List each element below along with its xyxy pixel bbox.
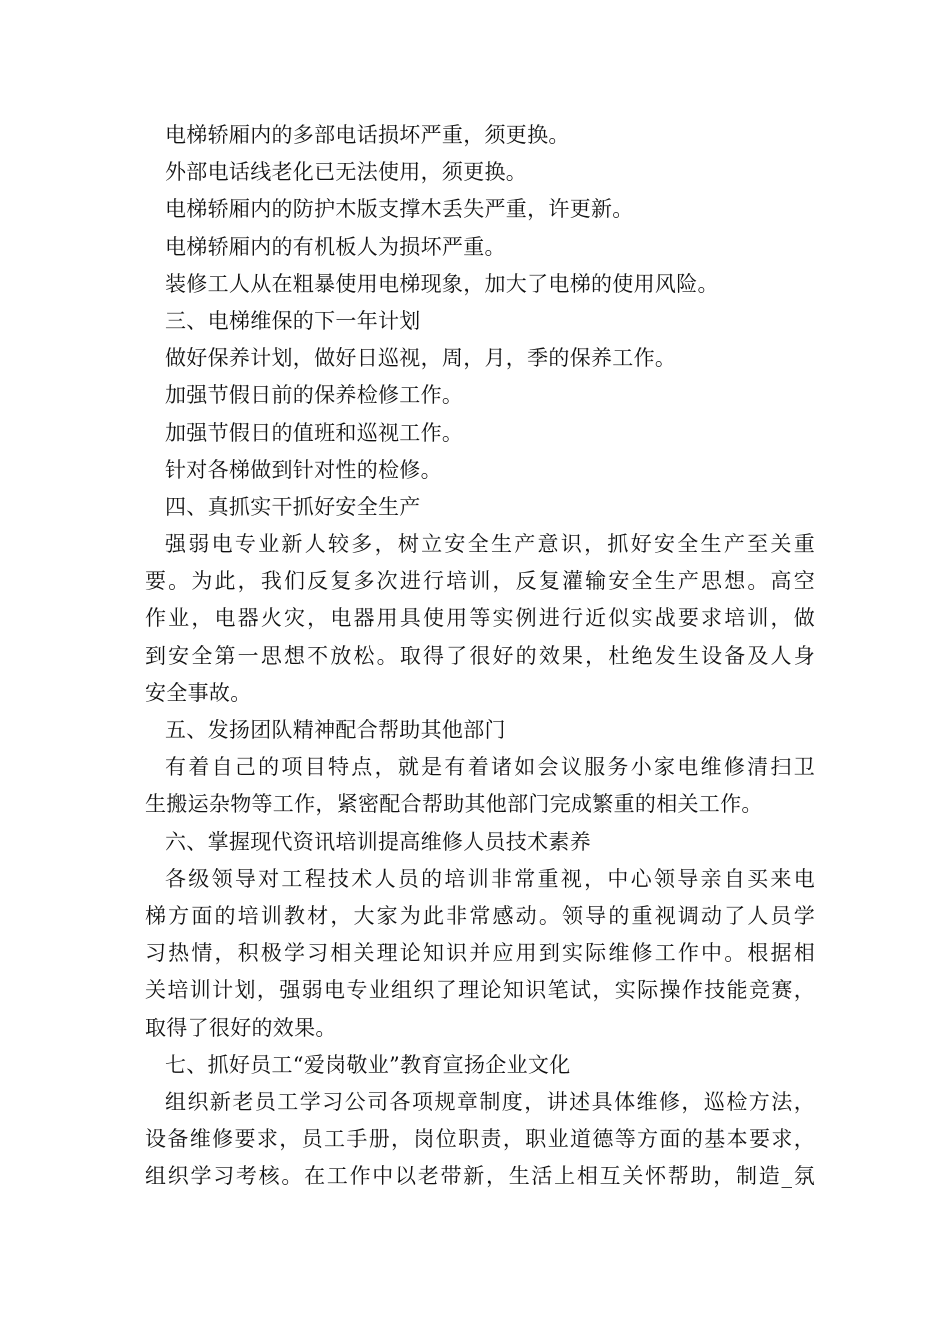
text-line: 加强节假日前的保养检修工作。 xyxy=(165,383,464,408)
text-line: 电梯轿厢内的多部电话损坏严重，须更换。 xyxy=(165,123,570,147)
text-line: 三、电梯维保的下一年计划 xyxy=(165,308,421,333)
text-line: 到安全第一思想不放松。取得了很好的效果，杜绝发生设备及人身 xyxy=(145,643,815,668)
text-line: 取得了很好的效果。 xyxy=(145,1015,337,1040)
text-line: 关培训计划，强弱电专业组织了理论知识笔试，实际操作技能竞赛， xyxy=(145,978,815,1003)
text-line: 外部电话线老化已无法使用，须更换。 xyxy=(165,160,528,185)
text-line: 梯方面的培训教材，大家为此非常感动。领导的重视调动了人员学 xyxy=(145,903,815,928)
text-line: 七、抓好员工“爱岗敬业”教育宣扬企业文化 xyxy=(165,1052,571,1077)
text-line: 装修工人从在粗暴使用电梯现象，加大了电梯的使用风险。 xyxy=(165,271,719,296)
text-line: 加强节假日的值班和巡视工作。 xyxy=(165,420,464,445)
text-line: 组织新老员工学习公司各项规章制度，讲述具体维修，巡检方法， xyxy=(165,1089,815,1114)
text-line: 各级领导对工程技术人员的培训非常重视，中心领导亲自买来电 xyxy=(165,866,815,891)
text-line: 电梯轿厢内的防护木版支撑木丢失严重，许更新。 xyxy=(165,197,634,222)
text-line: 五、发扬团队精神配合帮助其他部门 xyxy=(165,718,506,742)
text-line: 针对各梯做到针对性的检修。 xyxy=(165,457,442,482)
text-line: 有着自己的项目特点，就是有着诸如会议服务小家电维修清扫卫 xyxy=(165,755,815,780)
text-line: 强弱电专业新人较多，树立安全生产意识，抓好安全生产至关重 xyxy=(165,532,815,557)
text-line: 习热情，积极学习相关理论知识并应用到实际维修工作中。根据相 xyxy=(145,941,815,966)
text-line: 六、掌握现代资讯培训提高维修人员技术素养 xyxy=(165,829,591,854)
text-line: 四、真抓实干抓好安全生产 xyxy=(165,494,421,519)
text-line: 作业，电器火灾，电器用具使用等实例进行近似实战要求培训，做 xyxy=(145,606,815,631)
text-line: 生搬运杂物等工作，紧密配合帮助其他部门完成繁重的相关工作。 xyxy=(145,792,763,817)
text-line: 要。为此，我们反复多次进行培训，反复灌输安全生产思想。高空 xyxy=(145,569,815,594)
text-line: 设备维修要求，员工手册，岗位职责，职业道德等方面的基本要求， xyxy=(145,1127,815,1152)
text-line: 安全事故。 xyxy=(145,680,252,705)
text-line: 电梯轿厢内的有机板人为损坏严重。 xyxy=(165,234,506,259)
text-line: 做好保养计划，做好日巡视，周，月，季的保养工作。 xyxy=(165,346,677,371)
document-body xyxy=(145,117,815,1195)
text-line: 组织学习考核。在工作中以老带新，生活上相互关怀帮助，制造_氛 xyxy=(145,1164,815,1189)
